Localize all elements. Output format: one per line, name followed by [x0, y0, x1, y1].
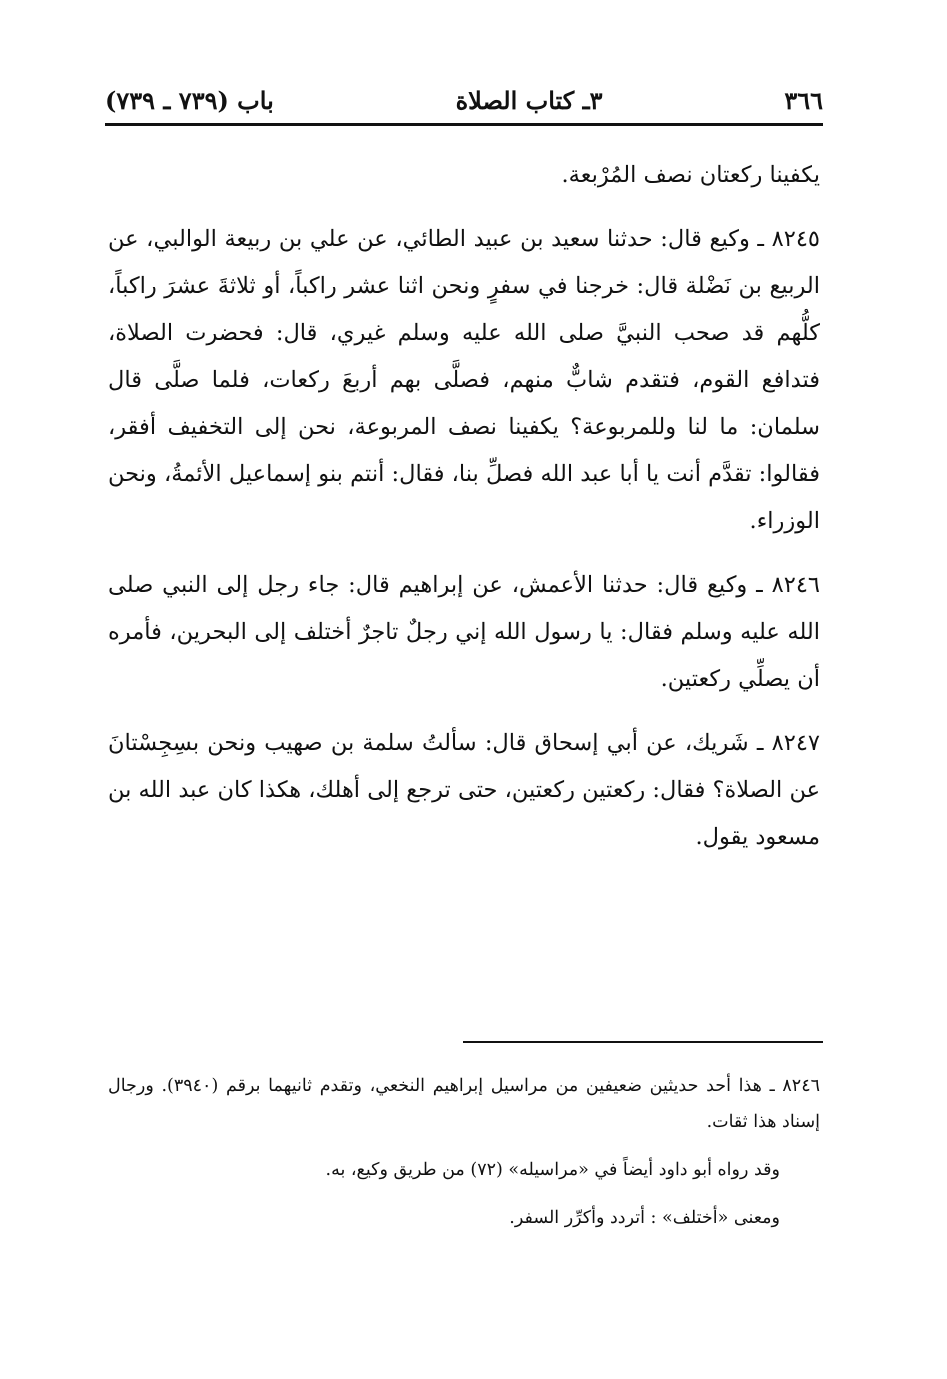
- footnote-divider: [463, 1041, 823, 1043]
- hadith-8247: ٨٢٤٧ ـ شَريك، عن أبي إسحاق قال: سألتُ سلمة بن صهيب ونحن بسِجِسْتانَ عن الصلاة؟ فقال: ركعتين ركعتين، حتى ترجع إلى أهلك، هكذا كان عبد الله بن مسعود يقول.: [108, 730, 820, 850]
- hadith-8246: ٨٢٤٦ ـ وكيع قال: حدثنا الأعمش، عن إبراهيم قال: جاء رجل إلى النبي صلى الله عليه وسلم فقال: يا رسول الله إني رجلٌ تاجرٌ أختلف إلى البحرين، فأمره أن يصلِّي ركعتين.: [108, 572, 820, 692]
- chapter-title: باب (٧٣٩ ـ ٧٣٩): [105, 85, 274, 115]
- footnotes: [108, 1068, 820, 1248]
- book-title: ٣ـ كتاب الصلاة: [455, 85, 603, 115]
- paragraph-continuation: يكفينا ركعتان نصف المُرْبعة.: [561, 162, 820, 188]
- footnote-note-meaning: ومعنى «أختلف» : أتردد وأكرِّر السفر.: [509, 1208, 780, 1228]
- footnote-note-abu-dawud: وقد رواه أبو داود أيضاً في «مراسيله» (٧٢) من طريق وكيع، به.: [325, 1160, 780, 1180]
- main-text: [108, 152, 820, 878]
- header-divider: [105, 123, 823, 126]
- hadith-8245: ٨٢٤٥ ـ وكيع قال: حدثنا سعيد بن عبيد الطائي، عن علي بن ربيعة الوالبي، عن الربيع بن نَضْلة قال: خرجنا في سفرٍ ونحن اثنا عشر راكباً، أو ثلاثةَ عشرَ راكباً، كلُّهم قد صحب النبيَّ صلى الله عليه وسلم غيري، قال: فحضرت الصلاة، فتدافع القوم، فتقدم شابٌّ منهم، فصلَّى بهم أربعَ ركعات، فلما صلَّى قال سلمان: ما لنا وللمربوعة؟ يكفينا نصف المربوعة، نحن إلى التخفيف أفقر، فقالوا: تقدَّم أنت يا أبا عبد الله فصلِّ بنا، فقال: أنتم بنو إسماعيل الأئمةُ، ونحن الوزراء.: [108, 226, 820, 534]
- page-number: ٣٦٦: [784, 85, 823, 115]
- page-header: [105, 78, 823, 122]
- footnote-8246: ٨٢٤٦ ـ هذا أحد حديثين ضعيفين من مراسيل إبراهيم النخعي، وتقدم ثانيهما برقم (٣٩٤٠). ورجال إسناد هذا ثقات.: [108, 1076, 820, 1132]
